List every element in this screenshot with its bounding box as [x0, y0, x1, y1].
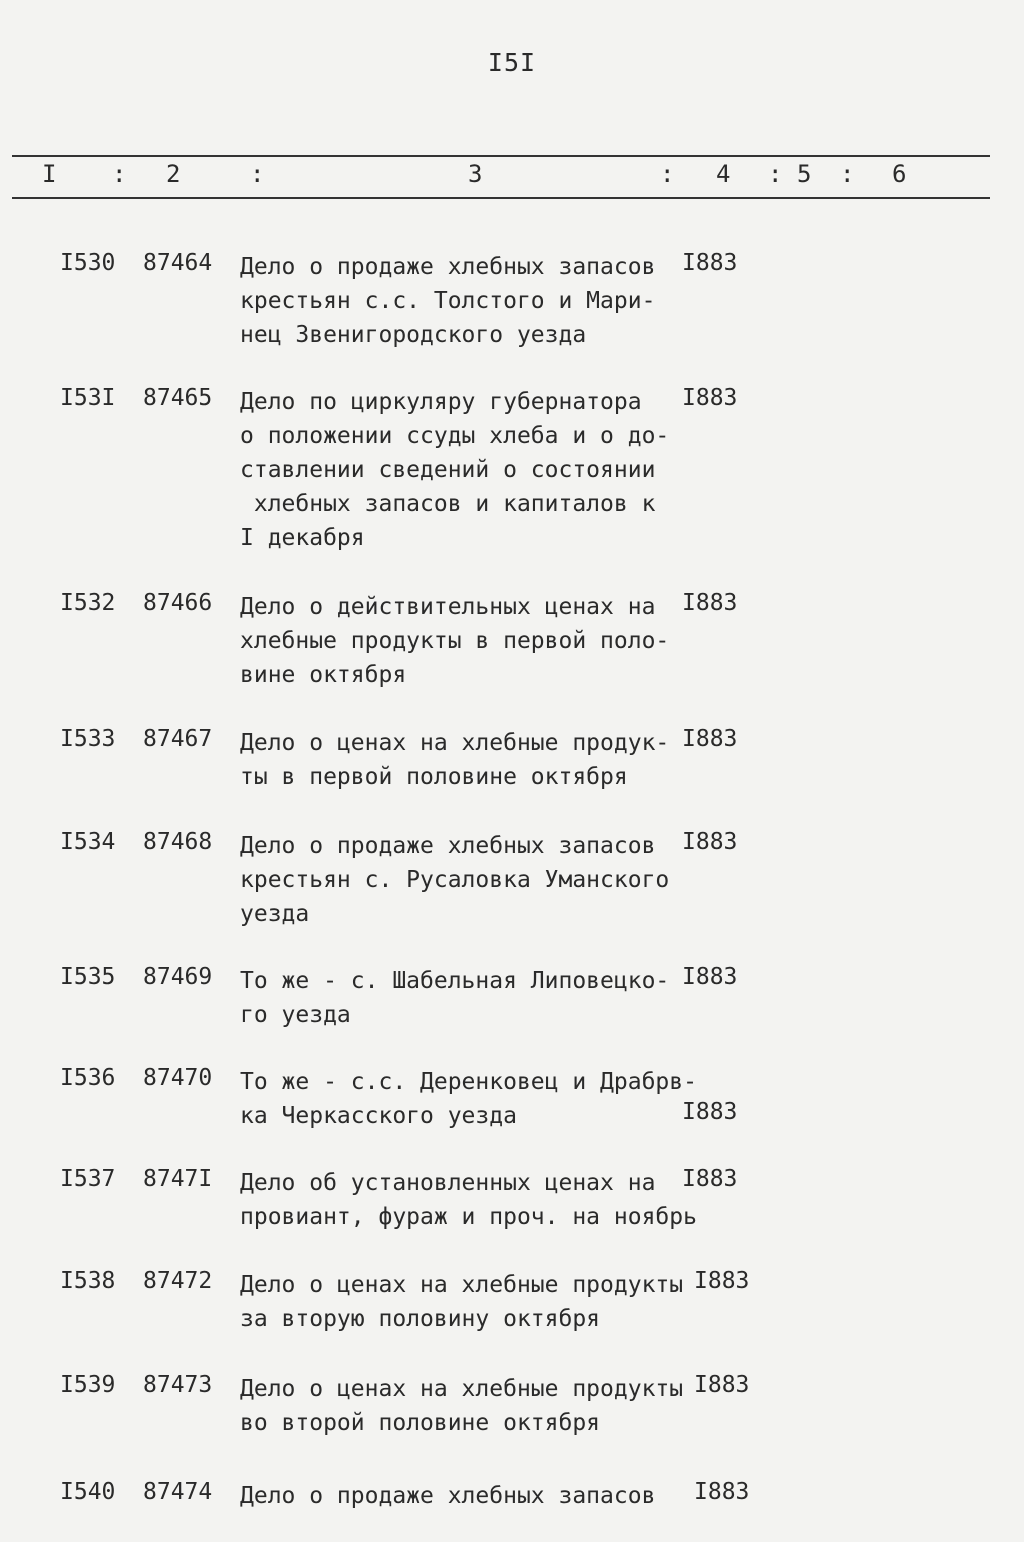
record-number: I537 — [60, 1166, 116, 1192]
record-title — [240, 1372, 683, 1440]
record-code: 87470 — [143, 1065, 213, 1091]
record-code: 87465 — [143, 385, 213, 411]
record-code: 87469 — [143, 964, 213, 990]
record-title-line: крестьян с. Русаловка Уманского — [240, 867, 670, 893]
record-title — [240, 250, 655, 352]
record-title-line: за вторую половину октября — [240, 1306, 601, 1332]
record-year: I883 — [682, 829, 738, 855]
record-year: I883 — [694, 1479, 750, 1505]
record-number: I539 — [60, 1372, 116, 1398]
column-separator: : — [840, 160, 855, 188]
record-title-line: Дело об установленных ценах на — [240, 1170, 656, 1196]
record-title-line: во второй половине октября — [240, 1410, 601, 1436]
record-number: I532 — [60, 590, 116, 616]
column-separator: : — [250, 160, 265, 188]
record-year: I883 — [682, 964, 738, 990]
record-code: 8747I — [143, 1166, 213, 1192]
column-header-3: 3 — [468, 160, 483, 188]
record-title-line: хлебные продукты в первой поло- — [240, 628, 670, 654]
record-title — [240, 1166, 697, 1234]
record-number: I53I — [60, 385, 116, 411]
record-title — [240, 1268, 683, 1336]
record-title — [240, 726, 669, 794]
record-title — [240, 1065, 697, 1133]
record-title-line: уезда — [240, 901, 310, 927]
record-title — [240, 964, 669, 1032]
column-separator: : — [112, 160, 127, 188]
column-separator: : — [768, 160, 783, 188]
record-title — [240, 385, 669, 555]
record-code: 87473 — [143, 1372, 213, 1398]
record-title-line: вине октября — [240, 662, 407, 688]
record-code: 87468 — [143, 829, 213, 855]
record-code: 87464 — [143, 250, 213, 276]
record-code: 87466 — [143, 590, 213, 616]
record-title-line: То же - с. Шабельная Липовецко- — [240, 968, 670, 994]
record-title-line: го уезда — [240, 1002, 351, 1028]
record-year: I883 — [682, 1099, 738, 1125]
record-title-line: провиант, фураж и проч. на ноябрь — [240, 1204, 697, 1230]
record-number: I530 — [60, 250, 116, 276]
column-separator: : — [660, 160, 675, 188]
record-year: I883 — [682, 590, 738, 616]
record-code: 87467 — [143, 726, 213, 752]
record-number: I536 — [60, 1065, 116, 1091]
record-title-line: То же - с.с. Деренковец и Драбрв- — [240, 1069, 697, 1095]
column-header-1: I — [42, 160, 57, 188]
record-number: I535 — [60, 964, 116, 990]
record-title-line: крестьян с.с. Толстого и Мари- — [240, 288, 656, 314]
record-year: I883 — [682, 726, 738, 752]
record-year: I883 — [694, 1372, 750, 1398]
record-year: I883 — [682, 385, 738, 411]
record-title-line: ка Черкасского уезда — [240, 1103, 517, 1129]
record-title-line: Дело о продаже хлебных запасов — [240, 254, 656, 280]
record-title-line: Дело о ценах на хлебные продукты — [240, 1376, 684, 1402]
record-year: I883 — [682, 250, 738, 276]
record-title-line: о положении ссуды хлеба и о до- — [240, 423, 670, 449]
record-code: 87472 — [143, 1268, 213, 1294]
record-title-line: Дело о ценах на хлебные продукты — [240, 1272, 684, 1298]
header-bottom-rule — [12, 197, 990, 199]
record-title — [240, 590, 669, 692]
record-title-line: Дело о действительных ценах на — [240, 594, 656, 620]
record-title — [240, 829, 669, 931]
column-header-5: 5 — [797, 160, 812, 188]
record-title-line: хлебных запасов и капиталов к — [240, 491, 656, 517]
record-code: 87474 — [143, 1479, 213, 1505]
record-title-line: нец Звенигородского уезда — [240, 322, 587, 348]
record-title-line: I декабря — [240, 525, 365, 551]
column-header-6: 6 — [892, 160, 907, 188]
record-number: I534 — [60, 829, 116, 855]
record-title-line: Дело о ценах на хлебные продук- — [240, 730, 670, 756]
record-year: I883 — [694, 1268, 750, 1294]
record-title — [240, 1479, 655, 1513]
record-number: I533 — [60, 726, 116, 752]
column-header-4: 4 — [716, 160, 731, 188]
column-header-2: 2 — [166, 160, 181, 188]
record-title-line: Дело по циркуляру губернатора — [240, 389, 642, 415]
record-title-line: Дело о продаже хлебных запасов — [240, 1483, 656, 1509]
page-number: I5I — [487, 48, 537, 77]
record-number: I540 — [60, 1479, 116, 1505]
record-title-line: ты в первой половине октября — [240, 764, 628, 790]
record-title-line: ставлении сведений о состоянии — [240, 457, 656, 483]
record-number: I538 — [60, 1268, 116, 1294]
record-year: I883 — [682, 1166, 738, 1192]
record-title-line: Дело о продаже хлебных запасов — [240, 833, 656, 859]
header-top-rule — [12, 155, 990, 157]
